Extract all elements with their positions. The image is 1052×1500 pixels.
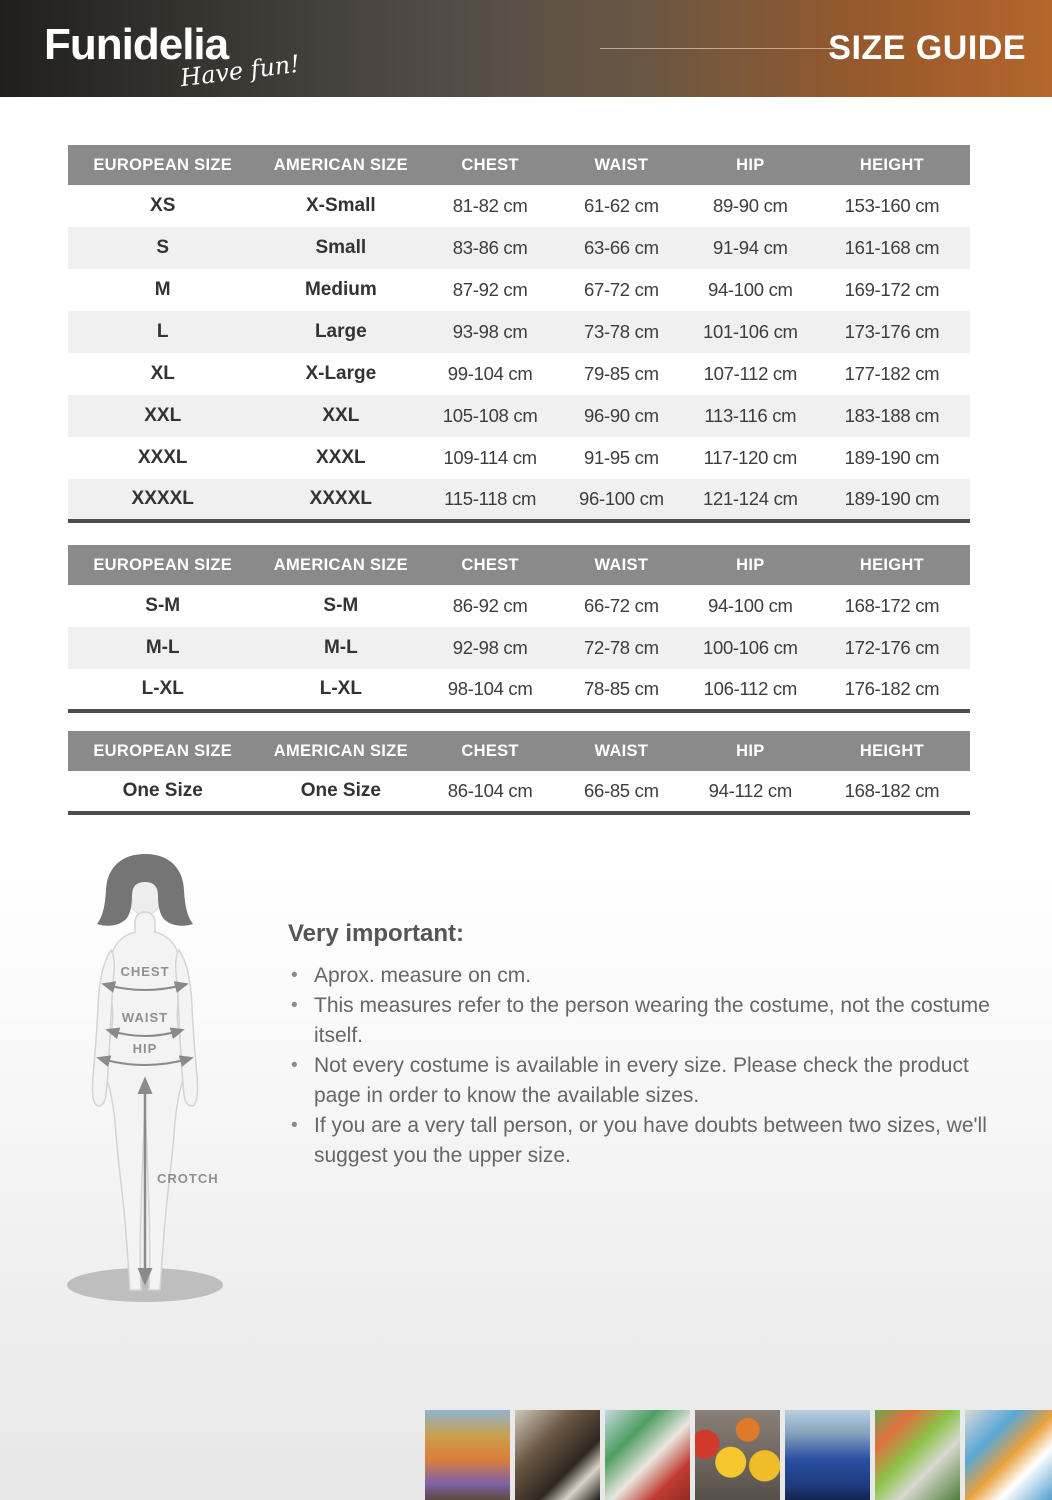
crotch-label: CROTCH <box>157 1171 219 1186</box>
column-header: WAIST <box>556 145 687 185</box>
american-size-cell: M-L <box>323 637 358 658</box>
photo-blanka-costume <box>875 1410 960 1500</box>
costume-photo-strip <box>425 1410 1052 1500</box>
column-header: CHEST <box>424 545 556 585</box>
hip-cell: 94-100 cm <box>707 595 793 616</box>
combined-size-table <box>68 545 970 713</box>
american-size-cell: S-M <box>323 595 359 616</box>
logo-tagline: Have fun! <box>178 49 302 93</box>
european-size-cell: L-XL <box>141 678 184 699</box>
european-size-cell: XL <box>150 363 175 384</box>
chest-cell: 81-82 cm <box>452 195 528 216</box>
height-cell: 189-190 cm <box>844 488 940 509</box>
height-cell: 172-176 cm <box>844 637 940 658</box>
waist-cell: 91-95 cm <box>583 447 659 468</box>
column-header: EUROPEAN SIZE <box>68 545 257 585</box>
waist-cell: 96-90 cm <box>583 405 659 426</box>
note-text: If you are a very tall person, or you have doubts between two sizes, we'll suggest you the upper size. <box>314 1114 987 1167</box>
bullet-icon: • <box>291 995 298 1016</box>
table-header-row <box>68 145 970 185</box>
column-header: AMERICAN SIZE <box>257 545 424 585</box>
body-measurement-figure <box>45 848 245 1318</box>
hip-cell: 117-120 cm <box>703 447 797 468</box>
hip-cell: 101-106 cm <box>702 321 798 342</box>
chest-cell: 92-98 cm <box>452 637 528 658</box>
height-cell: 177-182 cm <box>844 363 940 384</box>
note-text: Aprox. measure on cm. <box>314 964 532 987</box>
waist-cell: 72-78 cm <box>583 637 659 658</box>
column-header: AMERICAN SIZE <box>257 731 424 771</box>
chest-cell: 115-118 cm <box>444 488 537 509</box>
waist-cell: 79-85 cm <box>583 363 659 384</box>
european-size-cell: One Size <box>122 780 203 801</box>
page-title: SIZE GUIDE <box>828 29 1026 67</box>
hip-cell: 107-112 cm <box>703 363 797 384</box>
note-item <box>288 1111 994 1171</box>
table-header-row <box>68 545 970 585</box>
note-item <box>288 1051 994 1111</box>
height-cell: 161-168 cm <box>844 237 940 258</box>
notes-heading: Very important: <box>288 920 465 947</box>
american-size-cell: XXXXL <box>309 488 372 509</box>
photo-power-rangers-costumes <box>605 1410 690 1500</box>
size-row <box>68 395 970 437</box>
chest-cell: 87-92 cm <box>452 279 528 300</box>
notes-list <box>288 961 994 1171</box>
hip-cell: 94-112 cm <box>708 780 792 801</box>
size-row <box>68 353 970 395</box>
size-row <box>68 227 970 269</box>
american-size-cell: X-Large <box>305 363 377 384</box>
american-size-cell: Small <box>315 237 367 258</box>
column-header: CHEST <box>424 731 556 771</box>
chest-cell: 83-86 cm <box>452 237 528 258</box>
header-divider-line <box>600 48 840 49</box>
column-header: HEIGHT <box>814 545 970 585</box>
hip-cell: 94-100 cm <box>707 279 793 300</box>
waist-cell: 96-100 cm <box>578 488 664 509</box>
note-item <box>288 961 994 991</box>
waist-cell: 78-85 cm <box>583 678 659 699</box>
height-cell: 169-172 cm <box>844 279 940 300</box>
chest-label: CHEST <box>120 964 170 979</box>
american-size-cell: XXXL <box>316 447 366 468</box>
european-size-cell: M-L <box>145 637 180 658</box>
column-header: HEIGHT <box>814 731 970 771</box>
european-size-cell: XS <box>150 195 176 216</box>
american-size-cell: Large <box>314 321 367 342</box>
size-row <box>68 269 970 311</box>
american-size-cell: Medium <box>304 279 377 300</box>
column-header: WAIST <box>556 731 687 771</box>
chest-cell: 98-104 cm <box>447 678 533 699</box>
note-text: Not every costume is available in every size. Please check the product page in order to know the available sizes. <box>314 1054 969 1107</box>
height-cell: 153-160 cm <box>844 195 940 216</box>
european-size-cell: XXXL <box>137 447 188 468</box>
bullet-icon: • <box>291 965 298 986</box>
european-size-cell: S-M <box>145 595 181 616</box>
height-cell: 189-190 cm <box>844 447 940 468</box>
column-header: EUROPEAN SIZE <box>68 145 257 185</box>
column-header: WAIST <box>556 545 687 585</box>
hip-cell: 121-124 cm <box>702 488 798 509</box>
waist-cell: 66-72 cm <box>583 595 659 616</box>
height-cell: 173-176 cm <box>844 321 940 342</box>
photo-pj-masks-catboy-costume <box>785 1410 870 1500</box>
hip-label: HIP <box>132 1041 158 1056</box>
photo-smurfs-family-costumes <box>965 1410 1052 1500</box>
waist-cell: 61-62 cm <box>583 195 659 216</box>
size-row <box>68 669 970 711</box>
chest-cell: 93-98 cm <box>452 321 528 342</box>
american-size-cell: One Size <box>300 780 381 801</box>
body-silhouette-illustration <box>45 848 245 1318</box>
chest-cell: 105-108 cm <box>442 405 538 426</box>
european-size-cell: L <box>156 321 169 342</box>
chest-cell: 109-114 cm <box>443 447 537 468</box>
waist-cell: 67-72 cm <box>583 279 659 300</box>
european-size-cell: M <box>154 279 171 300</box>
column-header: HEIGHT <box>814 145 970 185</box>
adult-size-table <box>68 145 970 523</box>
size-row <box>68 185 970 227</box>
important-notes <box>288 920 994 1171</box>
hip-cell: 106-112 cm <box>703 678 797 699</box>
hip-cell: 89-90 cm <box>712 195 788 216</box>
american-size-cell: X-Small <box>305 195 376 216</box>
hip-cell: 113-116 cm <box>704 405 797 426</box>
chest-cell: 86-92 cm <box>452 595 528 616</box>
header-banner <box>0 0 1052 97</box>
waist-cell: 66-85 cm <box>583 780 659 801</box>
european-size-cell: XXXXL <box>131 488 194 509</box>
european-size-cell: S <box>156 237 170 258</box>
column-header: HIP <box>687 545 814 585</box>
hip-cell: 91-94 cm <box>712 237 788 258</box>
size-row <box>68 585 970 627</box>
european-size-cell: XXL <box>144 405 182 426</box>
photo-pacman-costumes <box>695 1410 780 1500</box>
american-size-cell: L-XL <box>319 678 362 699</box>
bullet-icon: • <box>291 1115 298 1136</box>
waist-cell: 63-66 cm <box>583 237 659 258</box>
column-header: CHEST <box>424 145 556 185</box>
column-header: HIP <box>687 731 814 771</box>
american-size-cell: XXL <box>322 405 360 426</box>
height-cell: 183-188 cm <box>844 405 940 426</box>
one-size-table <box>68 731 970 815</box>
size-row <box>68 479 970 521</box>
bullet-icon: • <box>291 1055 298 1076</box>
note-item <box>288 991 994 1051</box>
height-cell: 168-172 cm <box>844 595 940 616</box>
waist-label: WAIST <box>121 1010 169 1025</box>
table-header-row <box>68 731 970 771</box>
photo-star-wars-costumes <box>515 1410 600 1500</box>
chest-cell: 86-104 cm <box>447 780 533 801</box>
height-cell: 176-182 cm <box>844 678 940 699</box>
size-row <box>68 771 970 813</box>
size-row <box>68 437 970 479</box>
size-row <box>68 311 970 353</box>
waist-cell: 73-78 cm <box>583 321 659 342</box>
chest-cell: 99-104 cm <box>447 363 533 384</box>
height-cell: 168-182 cm <box>844 780 940 801</box>
column-header: EUROPEAN SIZE <box>68 731 257 771</box>
funidelia-logo: Funidelia <box>44 20 229 69</box>
photo-master-roshi-costume <box>425 1410 510 1500</box>
hip-cell: 100-106 cm <box>702 637 798 658</box>
column-header: AMERICAN SIZE <box>257 145 424 185</box>
note-text: This measures refer to the person wearing the costume, not the costume itself. <box>314 994 990 1047</box>
column-header: HIP <box>687 145 814 185</box>
size-row <box>68 627 970 669</box>
